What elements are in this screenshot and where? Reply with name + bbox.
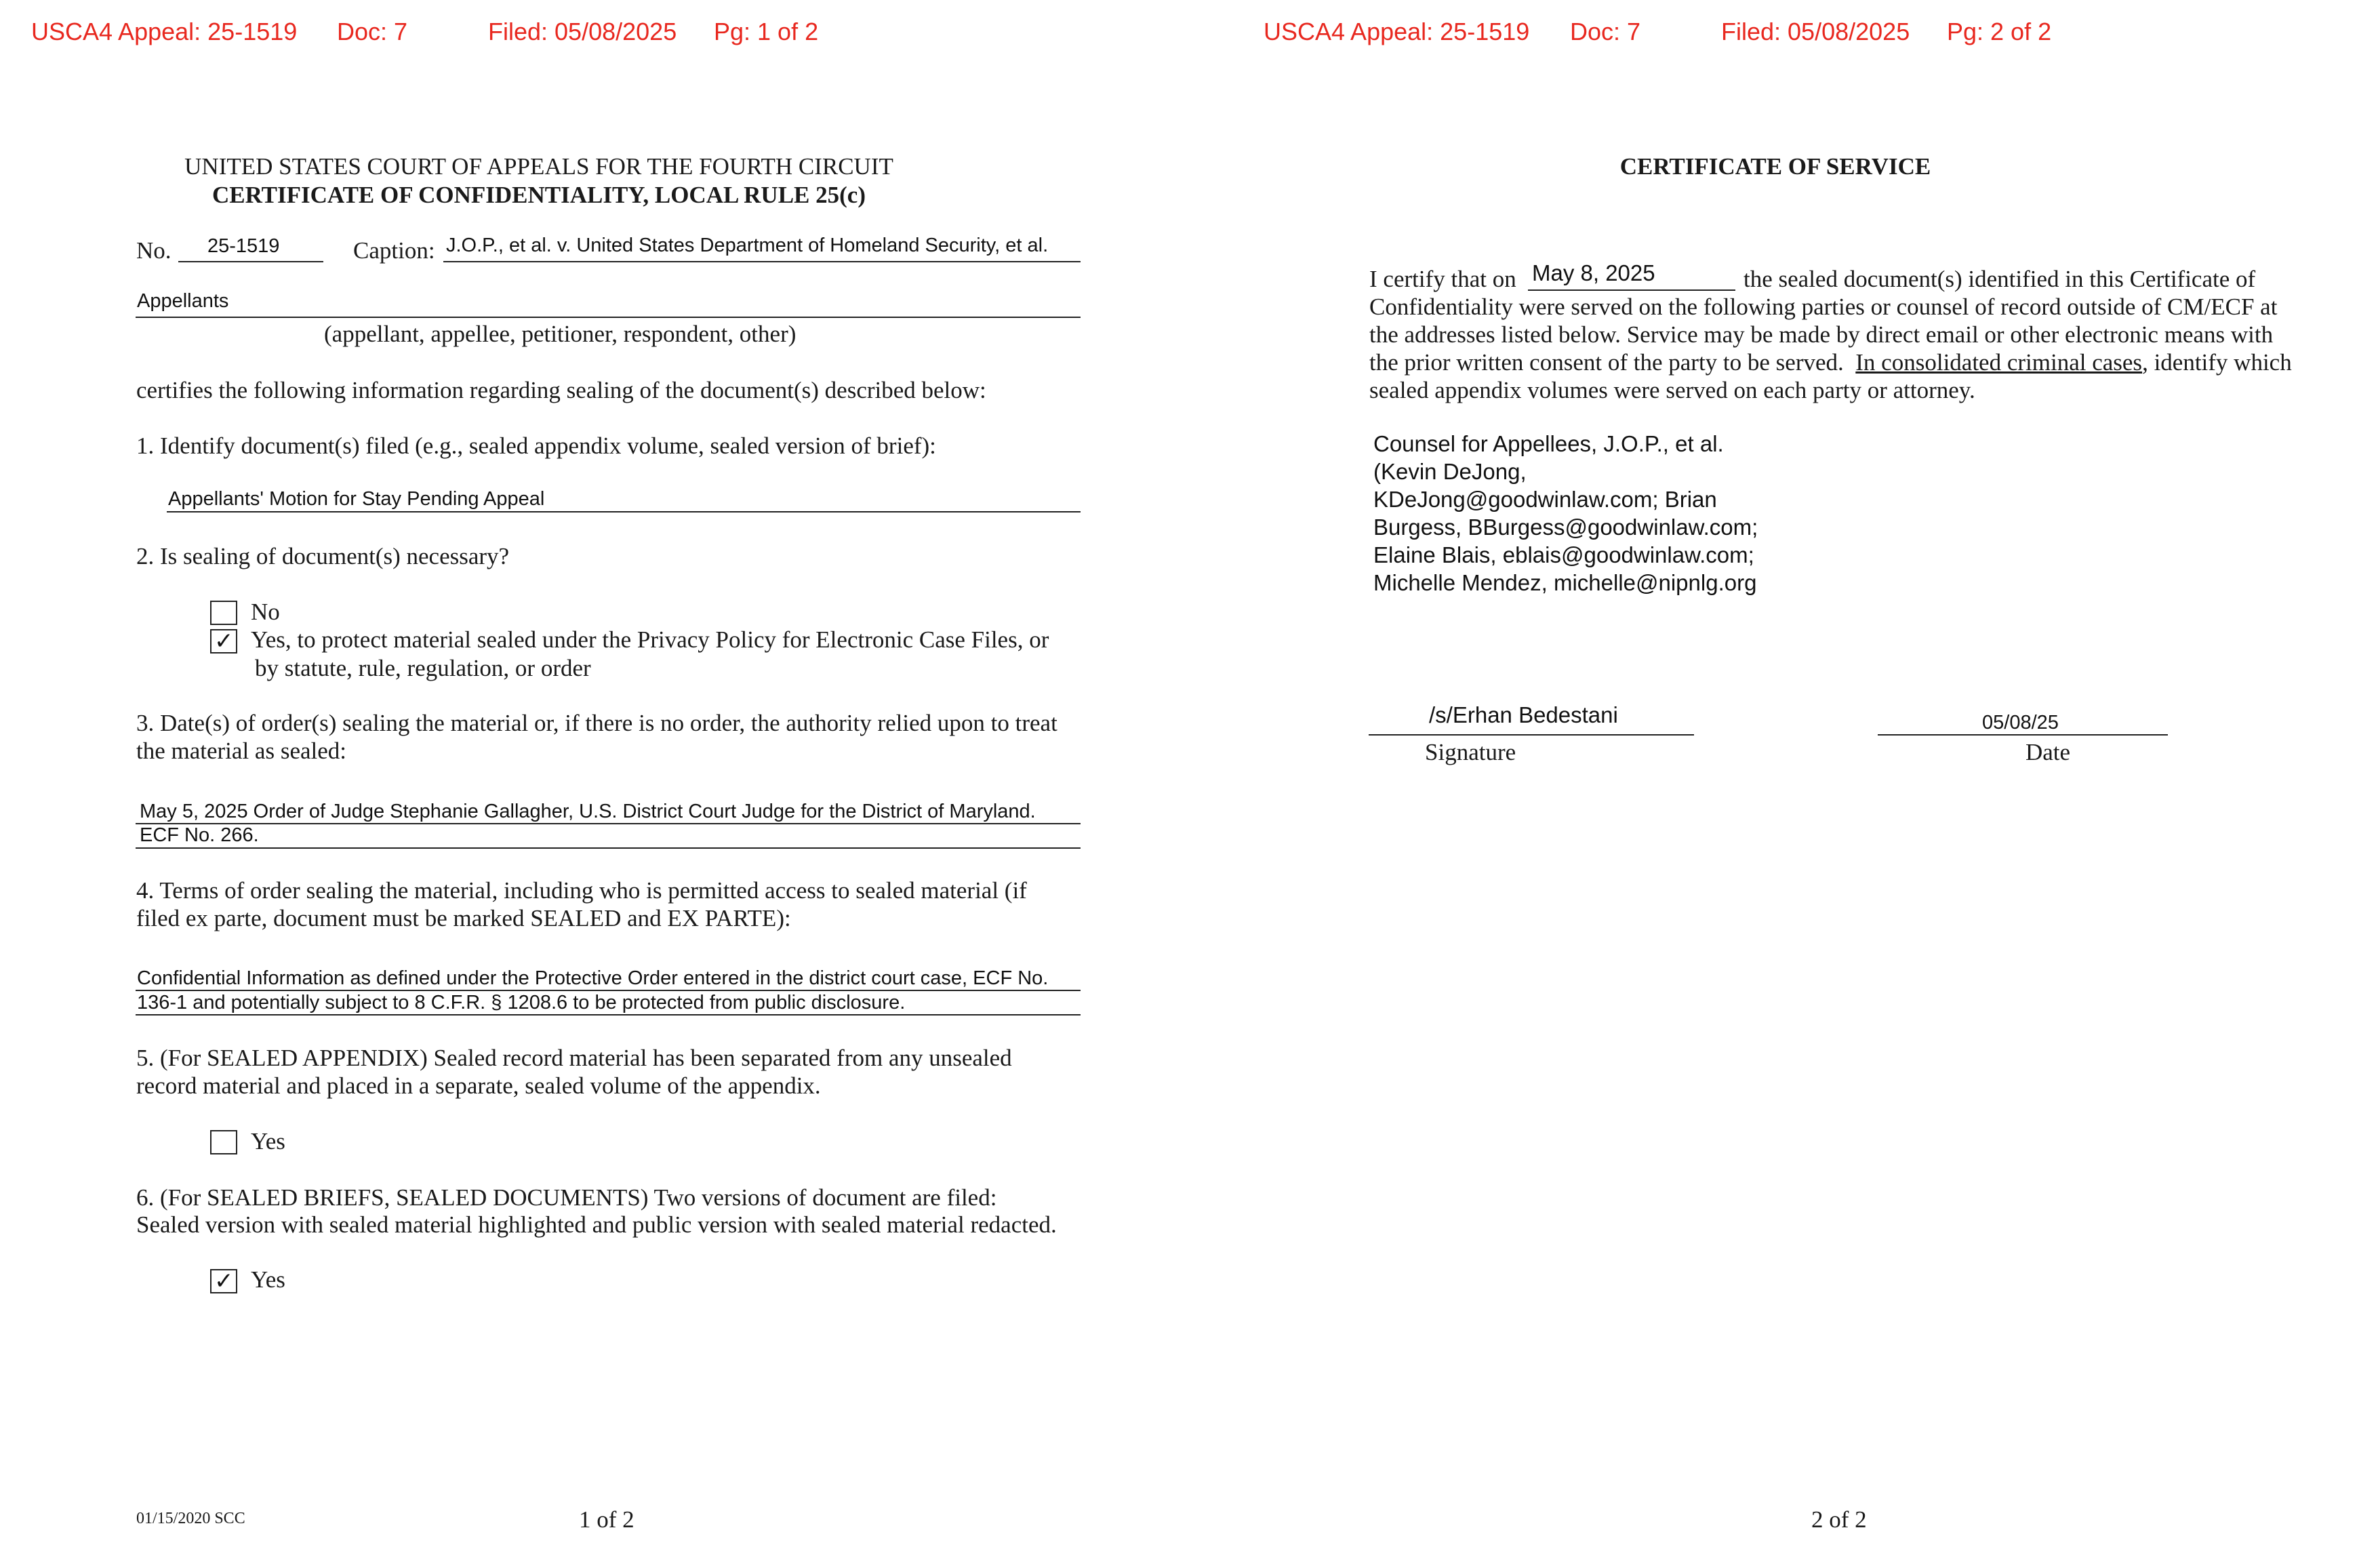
counsel-line: Burgess, BBurgess@goodwinlaw.com;: [1373, 515, 1758, 540]
page-2: [1189, 0, 2378, 1568]
question-6-line2: Sealed version with sealed material highlighted and public version with sealed material redacted.: [136, 1211, 1057, 1238]
question-3-line1: 3. Date(s) of order(s) sealing the material or, if there is no order, the authority relied upon to treat: [136, 710, 1057, 736]
party-hint: (appellant, appellee, petitioner, respondent, other): [324, 321, 797, 347]
answer-4-line1: Confidential Information as defined under the Protective Order entered in the district court case, ECF No.: [137, 967, 1049, 989]
caption-value: J.O.P., et al. v. United States Department of Homeland Security, et al.: [446, 235, 1049, 256]
stamp-appeal: USCA4 Appeal: 25-1519: [1264, 18, 1530, 45]
question-5-line1: 5. (For SEALED APPENDIX) Sealed record material has been separated from any unsealed: [136, 1045, 1012, 1071]
answer-3-line2-rule: [136, 847, 1081, 849]
sealed-appendix-yes-label: Yes: [251, 1128, 285, 1154]
question-2: 2. Is sealing of document(s) necessary?: [136, 543, 510, 569]
counsel-line: KDeJong@goodwinlaw.com; Brian: [1373, 487, 1717, 512]
question-4-line1: 4. Terms of order sealing the material, including who is permitted access to sealed material (if: [136, 877, 1027, 904]
check-mark-icon: ✓: [214, 628, 234, 655]
service-date-line: [1528, 289, 1735, 291]
date-line: [1878, 734, 2168, 736]
service-body-line3: the addresses listed below. Service may be made by direct email or other electronic means with: [1369, 321, 2274, 348]
answer-3-line1-rule: [136, 823, 1081, 824]
option-yes-line1: Yes, to protect material sealed under the Privacy Policy for Electronic Case Files, or: [251, 626, 1049, 653]
service-title: CERTIFICATE OF SERVICE: [1619, 153, 1931, 180]
question-6-line1: 6. (For SEALED BRIEFS, SEALED DOCUMENTS) Two versions of document are filed:: [136, 1184, 997, 1211]
signature-line: [1369, 734, 1694, 736]
answer-1-line: [167, 511, 1081, 512]
checkbox-sealed-appendix[interactable]: [210, 1130, 237, 1154]
court-title: UNITED STATES COURT OF APPEALS FOR THE FOURTH CIRCUIT: [184, 153, 893, 180]
answer-4-line1-rule: [136, 990, 1081, 991]
check-mark-icon: ✓: [214, 1268, 234, 1295]
party-value: Appellants: [137, 290, 229, 312]
service-body-line5: sealed appendix volumes were served on each party or attorney.: [1369, 377, 1975, 403]
date-label: Date: [2026, 739, 2071, 765]
caption-label: Caption:: [353, 237, 435, 264]
page-1-footer: 1 of 2: [579, 1506, 634, 1533]
certify-suffix: the sealed document(s) identified in this Certificate of: [1744, 266, 2256, 292]
date-value: 05/08/25: [1982, 712, 2059, 733]
service-body-line2: Confidentiality were served on the following parties or counsel of record outside of CM/ECF at: [1369, 294, 2278, 320]
case-number: 25-1519: [207, 235, 280, 257]
answer-3-line1: May 5, 2025 Order of Judge Stephanie Gallagher, U.S. District Court Judge for the District of Maryland.: [140, 801, 1036, 822]
stamp-filed: Filed: 05/08/2025: [1721, 18, 1910, 45]
stamp-filed: Filed: 05/08/2025: [488, 18, 677, 45]
signature-label: Signature: [1425, 739, 1516, 765]
answer-4-line2-rule: [136, 1014, 1081, 1016]
counsel-line: Counsel for Appellees, J.O.P., et al.: [1373, 431, 1724, 456]
answer-3-line2: ECF No. 266.: [140, 824, 259, 846]
stamp-doc: Doc: 7: [337, 18, 408, 45]
question-1: 1. Identify document(s) filed (e.g., sealed appendix volume, sealed version of brief):: [136, 433, 936, 459]
signature-value: /s/Erhan Bedestani: [1429, 702, 1618, 727]
service-date: May 8, 2025: [1532, 260, 1655, 285]
page-2-footer: 2 of 2: [1811, 1506, 1867, 1533]
form-title: CERTIFICATE OF CONFIDENTIALITY, LOCAL RULE 25(c): [212, 182, 866, 208]
intro-text: certifies the following information regarding sealing of the document(s) described below:: [136, 377, 986, 403]
consolidated-cases-underline: In consolidated criminal cases: [1855, 349, 2143, 376]
case-number-line: [178, 261, 323, 262]
form-footer-code: 01/15/2020 SCC: [136, 1510, 245, 1527]
counsel-line: Elaine Blais, eblais@goodwinlaw.com;: [1373, 542, 1754, 567]
checkbox-no[interactable]: [210, 601, 237, 625]
service-body-line4: the prior written consent of the party to be served. In consolidated criminal cases, identify which: [1369, 349, 2292, 376]
question-5-line2: record material and placed in a separate, sealed volume of the appendix.: [136, 1072, 821, 1099]
question-3-line2: the material as sealed:: [136, 738, 346, 764]
counsel-line: Michelle Mendez, michelle@nipnlg.org: [1373, 570, 1757, 595]
party-line: [136, 317, 1081, 318]
caption-line: [443, 261, 1081, 262]
stamp-page: Pg: 1 of 2: [714, 18, 819, 45]
case-no-label: No.: [136, 237, 172, 264]
option-yes-line2: by statute, rule, regulation, or order: [255, 655, 591, 681]
answer-1: Appellants' Motion for Stay Pending Appeal: [168, 488, 545, 510]
counsel-line: (Kevin DeJong,: [1373, 459, 1527, 484]
stamp-doc: Doc: 7: [1570, 18, 1641, 45]
stamp-page: Pg: 2 of 2: [1947, 18, 2052, 45]
stamp-appeal: USCA4 Appeal: 25-1519: [31, 18, 298, 45]
option-no-label: No: [251, 599, 280, 625]
answer-4-line2: 136-1 and potentially subject to 8 C.F.R. § 1208.6 to be protected from public disclosure.: [137, 992, 906, 1013]
sealed-briefs-yes-label: Yes: [251, 1266, 285, 1293]
certify-prefix: I certify that on: [1369, 266, 1516, 292]
question-4-line2: filed ex parte, document must be marked SEALED and EX PARTE):: [136, 905, 791, 931]
